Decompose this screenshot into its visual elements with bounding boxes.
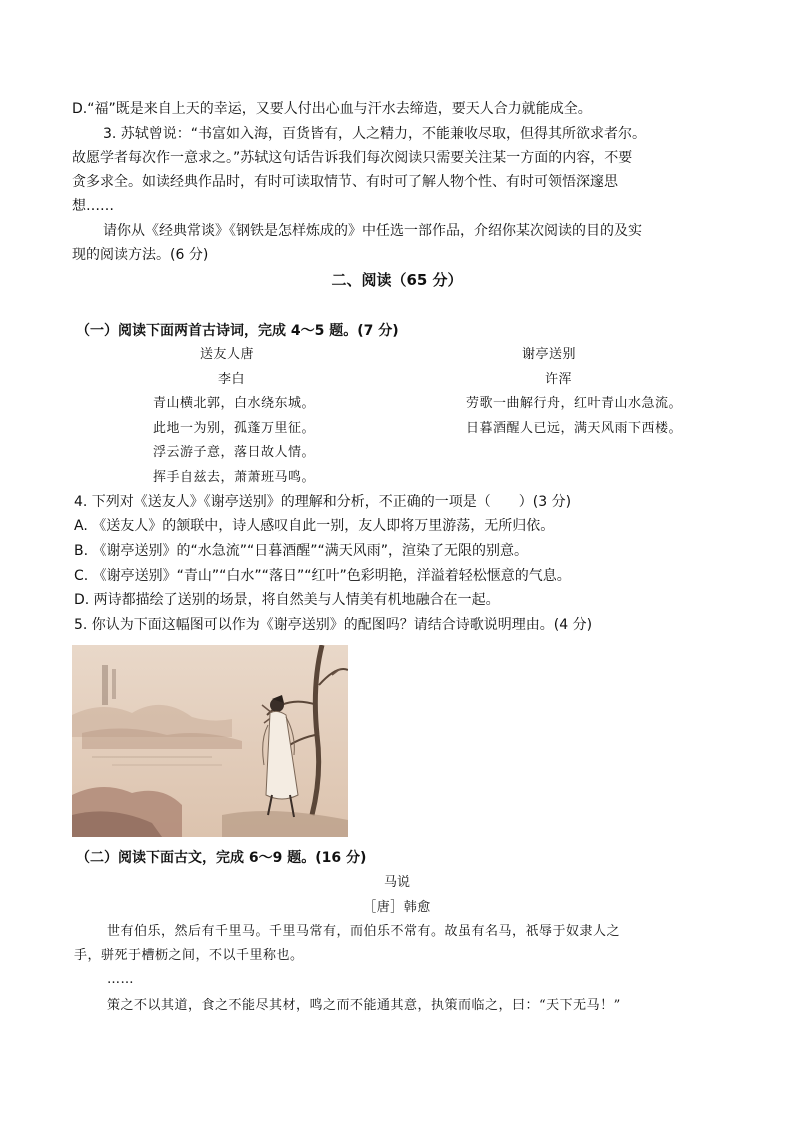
poem1-author: 李白: [218, 372, 246, 387]
essay-title: 马说: [383, 875, 410, 890]
q4-option-b: B. 《谢亭送别》的“水急流”“日暮酒醒”“满天风雨”，渲染了无限的别意。: [74, 543, 529, 559]
poem2-line: 日暮酒醒人已远，满天风雨下西楼。: [466, 421, 683, 436]
essay-para2: 策之不以其道，食之不能尽其材，鸣之而不能通其意，执策而临之，曰：“天下无马！”: [107, 998, 621, 1013]
q3-line-2: 故愿学者每次作一意求之。”苏轼这句话告诉我们每次阅读只需要关注某一方面的内容，不要: [72, 150, 633, 166]
q3-line-4: 想……: [72, 198, 114, 214]
q3-line-5: 请你从《经典常谈》《钢铁是怎样炼成的》中任选一部作品，介绍你某次阅读的目的及实: [103, 223, 642, 239]
poem2-line: 劳歌一曲解行舟，红叶青山水急流。: [466, 396, 683, 411]
part2-heading: （二）阅读下面古文，完成 6～9 题。(16 分): [76, 850, 367, 866]
poem2-author: 许浑: [545, 372, 573, 387]
essay-para1-line1: 世有伯乐，然后有千里马。千里马常有，而伯乐不常有。故虽有名马，祇辱于奴隶人之: [107, 924, 621, 939]
essay-author: ［唐］韩愈: [363, 900, 431, 915]
q4-option-a: A. 《送友人》的颔联中，诗人感叹自此一别，友人即将万里游荡，无所归依。: [74, 518, 555, 534]
poem1-line: 浮云游子意，落日故人情。: [153, 445, 316, 460]
q3-line-6: 现的阅读方法。(6 分): [72, 247, 209, 263]
q5-stem: 5. 你认为下面这幅图可以作为《谢亭送别》的配图吗？请结合诗歌说明理由。(4 分): [74, 617, 593, 633]
essay-para1-line2: 手，骈死于槽枥之间，不以千里称也。: [74, 948, 304, 963]
poem1-line: 挥手自兹去，萧萧班马鸣。: [153, 470, 316, 485]
q4-option-d: D. 两诗都描绘了送别的场景，将自然美与人情美有机地融合在一起。: [74, 592, 500, 608]
poem2-title: 谢亭送别: [522, 347, 577, 362]
poem1-title: 送友人唐: [200, 347, 255, 362]
painting-image: [72, 645, 348, 837]
essay-ellipsis: ……: [107, 972, 134, 987]
q2-option-d: D.“福”既是来自上天的幸运，又要人付出心血与汗水去缔造，要天人合力就能成全。: [72, 101, 592, 117]
q3-line-1: 3. 苏轼曾说：“书富如入海，百货皆有，人之精力，不能兼收尽取，但得其所欲求者尔。: [103, 126, 647, 142]
scholar-painting-illustration: [72, 645, 348, 837]
q4-option-c: C. 《谢亭送别》“青山”“白水”“落日”“红叶”色彩明艳，洋溢着轻松惬意的气息。: [74, 568, 571, 584]
section-title: 二、阅读（65 分）: [331, 271, 463, 289]
poem1-line: 此地一为别，孤蓬万里征。: [153, 421, 316, 436]
part1-heading: （一）阅读下面两首古诗词，完成 4～5 题。(7 分): [76, 323, 399, 339]
poem1-line: 青山横北郭，白水绕东城。: [153, 396, 316, 411]
q3-line-3: 贪多求全。如读经典作品时，有时可读取情节、有时可了解人物个性、有时可领悟深邃思: [72, 174, 618, 190]
q4-stem: 4. 下列对《送友人》《谢亭送别》的理解和分析，不正确的一项是（ ）(3 分): [74, 494, 572, 510]
